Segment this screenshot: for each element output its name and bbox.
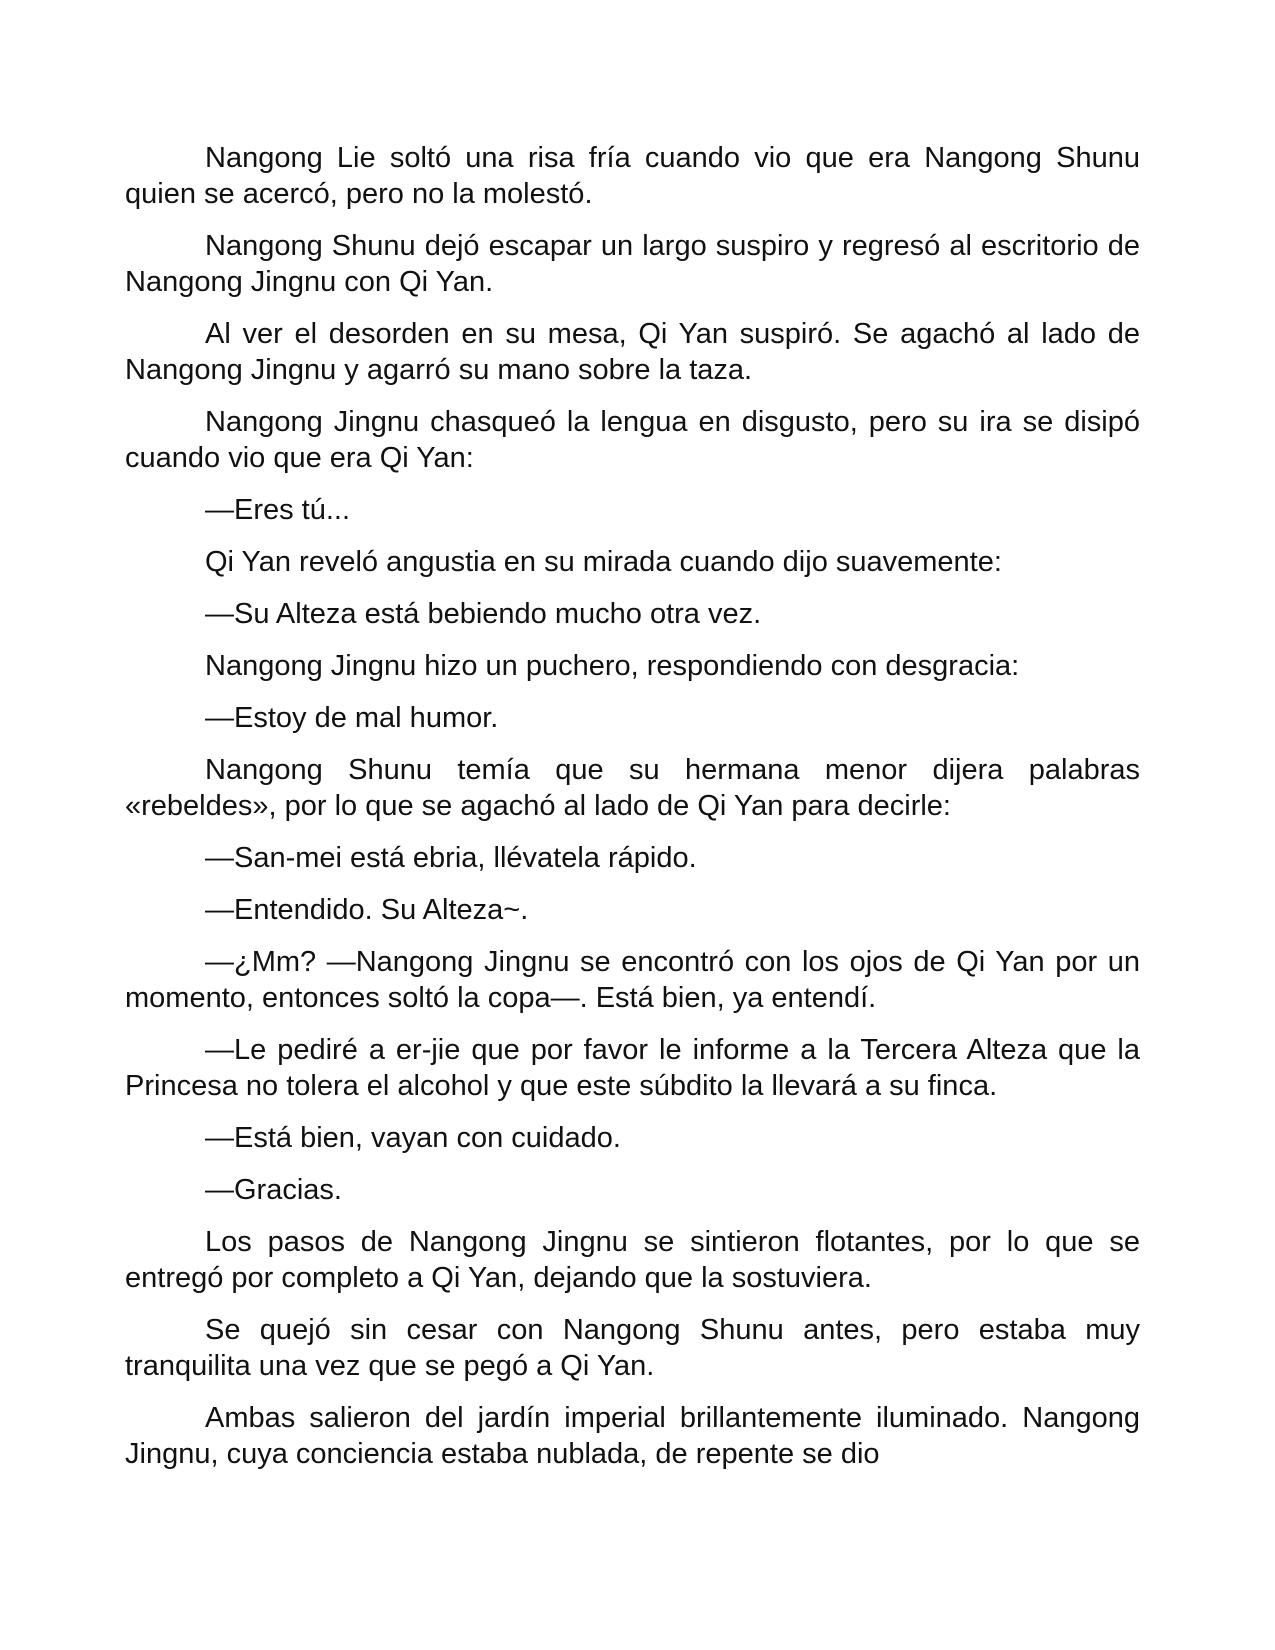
- paragraph: Nangong Shunu temía que su hermana menor dijera palabras «rebeldes», por lo que se agachó al lado de Qi Yan para decirle:: [125, 754, 1140, 822]
- dialogue-line: —Está bien, vayan con cuidado.: [205, 1122, 621, 1154]
- paragraph: Nangong Lie soltó una risa fría cuando vio que era Nangong Shunu quien se acercó, pero no la molestó.: [125, 142, 1140, 210]
- dialogue-line: —Gracias.: [205, 1174, 342, 1206]
- paragraph: Los pasos de Nangong Jingnu se sintieron flotantes, por lo que se entregó por completo a Qi Yan, dejando que la sostuviera.: [125, 1226, 1140, 1294]
- paragraph: Ambas salieron del jardín imperial brillantemente iluminado. Nangong Jingnu, cuya conciencia estaba nublada, de repente se dio: [125, 1402, 1140, 1470]
- dialogue-line: —Estoy de mal humor.: [205, 702, 499, 734]
- paragraph: Nangong Jingnu chasqueó la lengua en disgusto, pero su ira se disipó cuando vio que era Qi Yan:: [125, 406, 1140, 474]
- dialogue-line: —Le pediré a er-jie que por favor le informe a la Tercera Alteza que la Princesa no tolera el alcohol y que este súbdito la llevará a su finca.: [125, 1034, 1140, 1102]
- dialogue-line: —Su Alteza está bebiendo mucho otra vez.: [205, 598, 762, 630]
- dialogue-line: —¿Mm? —Nangong Jingnu se encontró con los ojos de Qi Yan por un momento, entonces soltó la copa—. Está bien, ya entendí.: [125, 946, 1140, 1014]
- paragraph: Nangong Shunu dejó escapar un largo suspiro y regresó al escritorio de Nangong Jingnu con Qi Yan.: [125, 230, 1140, 298]
- paragraph: Se quejó sin cesar con Nangong Shunu antes, pero estaba muy tranquilita una vez que se pegó a Qi Yan.: [125, 1314, 1140, 1382]
- dialogue-line: —Eres tú...: [205, 494, 351, 526]
- paragraph: Qi Yan reveló angustia en su mirada cuando dijo suavemente:: [205, 546, 1002, 578]
- document-page: [125, 140, 1140, 1472]
- paragraph: Nangong Jingnu hizo un puchero, respondiendo con desgracia:: [205, 650, 1020, 682]
- dialogue-line: —San-mei está ebria, llévatela rápido.: [205, 842, 697, 874]
- paragraph: Al ver el desorden en su mesa, Qi Yan suspiró. Se agachó al lado de Nangong Jingnu y agarró su mano sobre la taza.: [125, 318, 1140, 386]
- dialogue-line: —Entendido. Su Alteza~.: [205, 894, 529, 926]
